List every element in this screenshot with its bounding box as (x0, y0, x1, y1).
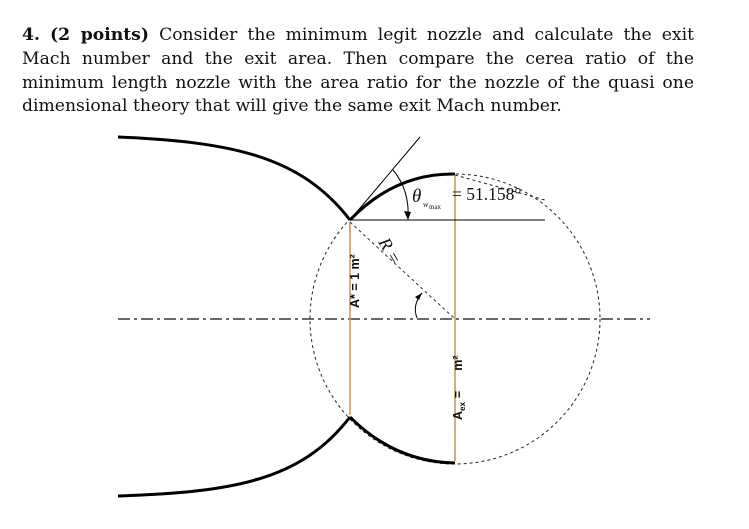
theta-symbol: θ (412, 186, 422, 207)
exit-label-sub: ex (458, 402, 467, 411)
svg-text:Aex=m² (451, 355, 467, 420)
lower-inlet-wall (118, 417, 350, 496)
radius-line (350, 222, 455, 319)
angle-value: = 51.158° (452, 184, 522, 204)
problem-text: Consider the minimum legit nozzle and calculate the exit Mach number and the exit area. Then compare the cerea ratio of the minimum length nozzle with the area ratio for the nozzle of the quasi one dimensional theory that will give the same exit Mach number. (22, 25, 694, 117)
max-angle-line (350, 137, 420, 220)
exit-label-eq: = (451, 390, 465, 399)
exit-label-a: A (451, 410, 465, 420)
throat-area-label: A* = 1 m² (348, 254, 362, 308)
center-arc-arrowhead (415, 293, 422, 300)
lower-expansion-wall (350, 417, 455, 463)
problem-number: 4. (22, 25, 40, 45)
theta-subscript-w: w (423, 200, 429, 209)
theta-subscript-max: max (429, 203, 442, 211)
exit-label-unit: m² (451, 355, 465, 371)
exit-area-label (451, 355, 467, 420)
upper-expansion-wall (350, 174, 455, 220)
radius-label: R = (374, 234, 406, 268)
problem-points: (2 points) (50, 25, 149, 45)
upper-inlet-wall (118, 137, 350, 220)
theta-arc-arrowhead (404, 211, 411, 220)
